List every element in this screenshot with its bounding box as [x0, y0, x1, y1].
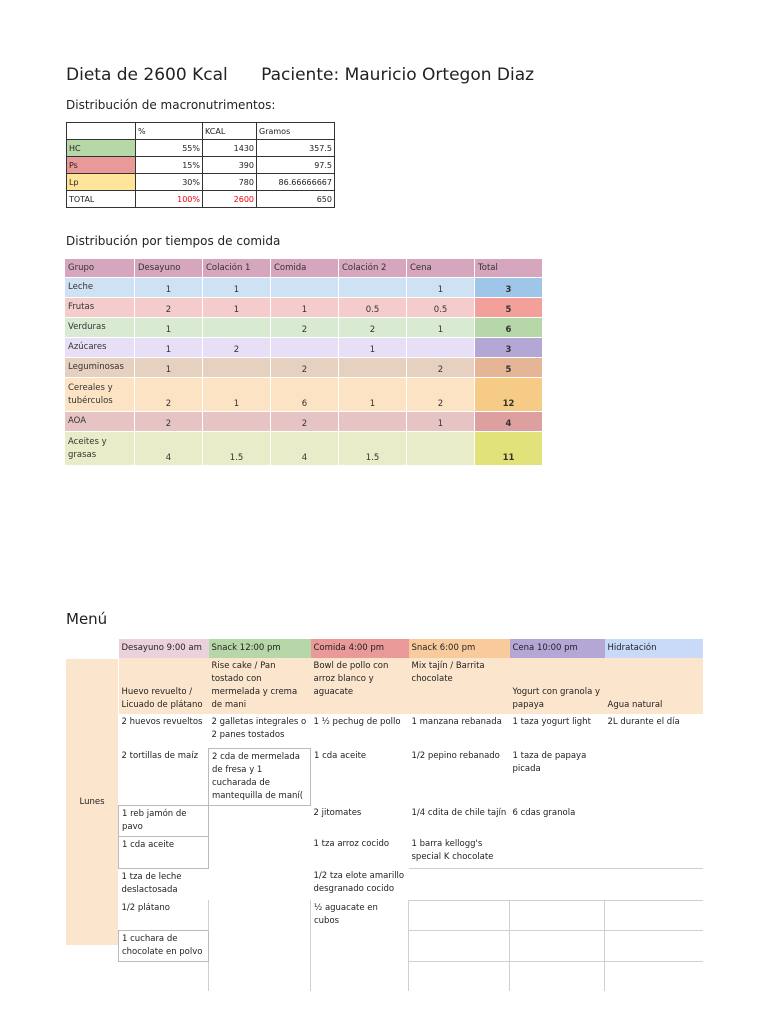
portion-cell: 1	[339, 378, 407, 412]
portion-item: 1 taza yogurt light	[512, 717, 591, 727]
empty-cell	[311, 961, 409, 991]
portion-item: 1 ½ pechug de pollo	[313, 717, 401, 727]
table-header-cell: Colación 1	[203, 259, 271, 278]
portion-item: 1 barra kellogg's special K chocolate	[411, 839, 494, 862]
portion-item: ½ aguacate en cubos	[311, 900, 409, 930]
table-header-row	[65, 259, 543, 278]
meal-time-header: Snack 12:00 pm	[209, 639, 311, 658]
food-group-label: Leguminosas	[65, 358, 135, 378]
menu-item-row	[119, 836, 703, 868]
portion-cell	[271, 278, 339, 298]
portion-item: 1/2 pepino rebanado	[411, 751, 500, 761]
portion-item: 1/2 tza elote amarillo desgranado cocido	[313, 871, 405, 894]
food-group-label: Azúcares	[65, 338, 135, 358]
page-title	[66, 65, 534, 85]
diet-title: Dieta de 2600 Kcal	[66, 65, 228, 85]
food-group-label: Verduras	[65, 318, 135, 338]
portion-cell	[271, 338, 339, 358]
food-group-label: AOA	[65, 412, 135, 432]
portion-cell: 4	[271, 432, 339, 466]
macro-grams: 357.5	[257, 140, 335, 157]
portion-cell: 6	[271, 378, 339, 412]
portion-item: 1 manzana rebanada	[411, 717, 502, 727]
portion-cell: 1	[407, 278, 475, 298]
total-cell: 12	[475, 378, 543, 412]
dish-name: Yogurt con granola y papaya	[510, 658, 605, 714]
dish-name: Bowl de pollo con arroz blanco y aguacate	[311, 658, 409, 714]
portion-item: 1 cda aceite	[314, 751, 367, 761]
table-row	[65, 412, 543, 432]
portion-cell: 2	[271, 358, 339, 378]
menu-table	[118, 639, 703, 991]
macro-name: Lp	[67, 174, 136, 191]
empty-cell	[409, 868, 510, 900]
food-group-label: Aceites y grasas	[65, 432, 135, 466]
food-group-distribution-table	[64, 258, 543, 466]
table-row	[67, 157, 335, 174]
macro-kcal: 1430	[203, 140, 257, 157]
portion-cell: 0.5	[407, 298, 475, 318]
portion-cell	[407, 338, 475, 358]
total-cell: 11	[475, 432, 543, 466]
table-total-row	[67, 191, 335, 208]
empty-cell	[510, 868, 605, 900]
empty-cell	[510, 836, 605, 868]
empty-cell	[209, 836, 311, 868]
macro-pct: 30%	[136, 174, 203, 191]
macro-kcal: 780	[203, 174, 257, 191]
total-cell: 5	[475, 298, 543, 318]
portion-cell: 2	[135, 378, 203, 412]
portion-cell	[407, 432, 475, 466]
empty-cell	[409, 961, 510, 991]
empty-cell	[510, 930, 605, 961]
portion-cell: 2	[339, 318, 407, 338]
portion-cell: 1	[203, 278, 271, 298]
portion-item: 2 huevos revueltos	[121, 717, 203, 727]
meal-time-header: Cena 10:00 pm	[510, 639, 605, 658]
menu-item-row	[119, 900, 703, 930]
portion-cell: 2	[407, 378, 475, 412]
portion-cell: 2	[135, 298, 203, 318]
menu-item-row	[119, 714, 703, 748]
macro-pct: 15%	[136, 157, 203, 174]
dish-name: Mix tajín / Barrita chocolate	[409, 658, 510, 714]
table-row	[65, 298, 543, 318]
portion-cell: 1	[135, 338, 203, 358]
table-header-cell: %	[136, 123, 203, 140]
total-grams: 650	[257, 191, 335, 208]
portion-cell: 1	[339, 338, 407, 358]
portion-cell	[203, 358, 271, 378]
portion-cell	[203, 318, 271, 338]
table-row	[65, 318, 543, 338]
total-label: TOTAL	[67, 191, 136, 208]
menu-item-row	[119, 868, 703, 900]
empty-cell	[209, 930, 311, 961]
dish-name: Rise cake / Pan tostado con mermelada y crema de mani	[209, 658, 311, 714]
macronutrient-table	[66, 122, 335, 208]
table-header-cell: Total	[475, 259, 543, 278]
portion-cell	[339, 278, 407, 298]
table-header-cell: Comida	[271, 259, 339, 278]
total-cell: 4	[475, 412, 543, 432]
table-row	[67, 174, 335, 191]
portion-item: 2 cda de mermelada de fresa y 1 cucharada de mantequilla de maní(	[209, 748, 311, 805]
meal-time-header: Comida 4:00 pm	[311, 639, 409, 658]
portion-cell: 1.5	[203, 432, 271, 466]
day-label: Lunes	[66, 659, 118, 945]
portion-cell: 0.5	[339, 298, 407, 318]
dish-name: Agua natural	[605, 658, 703, 714]
portion-cell: 4	[135, 432, 203, 466]
portion-cell	[339, 358, 407, 378]
portion-item: 1 cuchara de chocolate en polvo	[119, 930, 209, 961]
menu-title: Menú	[66, 610, 108, 628]
dish-name: Huevo revuelto / Licuado de plátano	[119, 658, 209, 714]
table-row	[65, 278, 543, 298]
portion-cell	[339, 412, 407, 432]
portion-item: 6 cdas granola	[512, 808, 576, 818]
macro-name: Ps	[67, 157, 136, 174]
macro-grams: 86.66666667	[257, 174, 335, 191]
portion-item: 1 tza arroz cocido	[313, 839, 390, 849]
total-cell: 3	[475, 338, 543, 358]
menu-item-row	[119, 930, 703, 961]
total-cell: 6	[475, 318, 543, 338]
total-kcal: 2600	[203, 191, 257, 208]
macro-name: HC	[67, 140, 136, 157]
portion-item: 1 cda aceite	[119, 836, 209, 868]
table-row	[67, 140, 335, 157]
table-header-cell: Cena	[407, 259, 475, 278]
table-header-cell: Desayuno	[135, 259, 203, 278]
empty-cell	[209, 868, 311, 900]
empty-cell	[209, 900, 311, 930]
table-row	[65, 378, 543, 412]
table-row	[65, 432, 543, 466]
portion-cell: 1	[203, 378, 271, 412]
macro-section-title: Distribución de macronutrimentos:	[66, 98, 276, 112]
portion-cell: 1	[407, 318, 475, 338]
menu-header-row	[119, 639, 703, 658]
table-header-row	[67, 123, 335, 140]
empty-cell	[605, 748, 703, 805]
empty-cell	[209, 805, 311, 836]
portion-item: 1 reb jamón de pavo	[119, 805, 209, 836]
portion-cell: 2	[271, 412, 339, 432]
total-pct: 100%	[136, 191, 203, 208]
dist-section-title: Distribución por tiempos de comida	[66, 234, 281, 248]
table-header-cell: Gramos	[257, 123, 335, 140]
patient-name: Paciente: Mauricio Ortegon Diaz	[261, 65, 535, 85]
empty-cell	[311, 930, 409, 961]
table-header-cell	[67, 123, 136, 140]
total-cell: 3	[475, 278, 543, 298]
empty-cell	[605, 836, 703, 868]
empty-cell	[409, 900, 510, 930]
menu-item-row	[119, 961, 703, 991]
portion-cell: 1	[271, 298, 339, 318]
portion-item: 1/4 cdita de chile tajín	[411, 808, 507, 818]
table-row	[65, 358, 543, 378]
empty-cell	[605, 930, 703, 961]
empty-cell	[605, 868, 703, 900]
portion-item: 2 galletas integrales o 2 panes tostados	[211, 717, 307, 740]
portion-item: 1 taza de papaya picada	[512, 751, 587, 774]
portion-cell: 2	[271, 318, 339, 338]
table-header-cell: Grupo	[65, 259, 135, 278]
empty-cell	[119, 961, 209, 991]
macro-kcal: 390	[203, 157, 257, 174]
meal-time-header: Snack 6:00 pm	[409, 639, 510, 658]
total-cell: 5	[475, 358, 543, 378]
portion-item: 1/2 plátano	[121, 903, 170, 913]
food-group-label: Cereales y tubérculos	[65, 378, 135, 412]
dish-row	[119, 658, 703, 714]
table-row	[65, 338, 543, 358]
empty-cell	[409, 930, 510, 961]
portion-cell: 1	[135, 318, 203, 338]
portion-cell: 1	[407, 412, 475, 432]
macro-pct: 55%	[136, 140, 203, 157]
portion-cell: 1	[135, 358, 203, 378]
empty-cell	[510, 900, 605, 930]
portion-cell: 1.5	[339, 432, 407, 466]
meal-time-header: Hidratación	[605, 639, 703, 658]
table-header-cell: Colación 2	[339, 259, 407, 278]
menu-item-row	[119, 805, 703, 836]
portion-cell: 2	[203, 338, 271, 358]
empty-cell	[510, 961, 605, 991]
table-header-cell: KCAL	[203, 123, 257, 140]
portion-item: 2 jitomates	[313, 808, 362, 818]
portion-item: 2 tortillas de maíz	[121, 751, 199, 761]
meal-time-header: Desayuno 9:00 am	[119, 639, 209, 658]
portion-item: 1 tza de leche deslactosada	[121, 871, 182, 895]
portion-item: 2L durante el día	[607, 717, 680, 727]
portion-cell: 2	[135, 412, 203, 432]
portion-cell: 1	[135, 278, 203, 298]
macro-grams: 97.5	[257, 157, 335, 174]
portion-cell	[203, 412, 271, 432]
food-group-label: Leche	[65, 278, 135, 298]
empty-cell	[605, 900, 703, 930]
empty-cell	[605, 961, 703, 991]
portion-cell: 1	[203, 298, 271, 318]
empty-cell	[605, 805, 703, 836]
portion-cell: 2	[407, 358, 475, 378]
menu-item-row	[119, 748, 703, 805]
food-group-label: Frutas	[65, 298, 135, 318]
empty-cell	[209, 961, 311, 991]
